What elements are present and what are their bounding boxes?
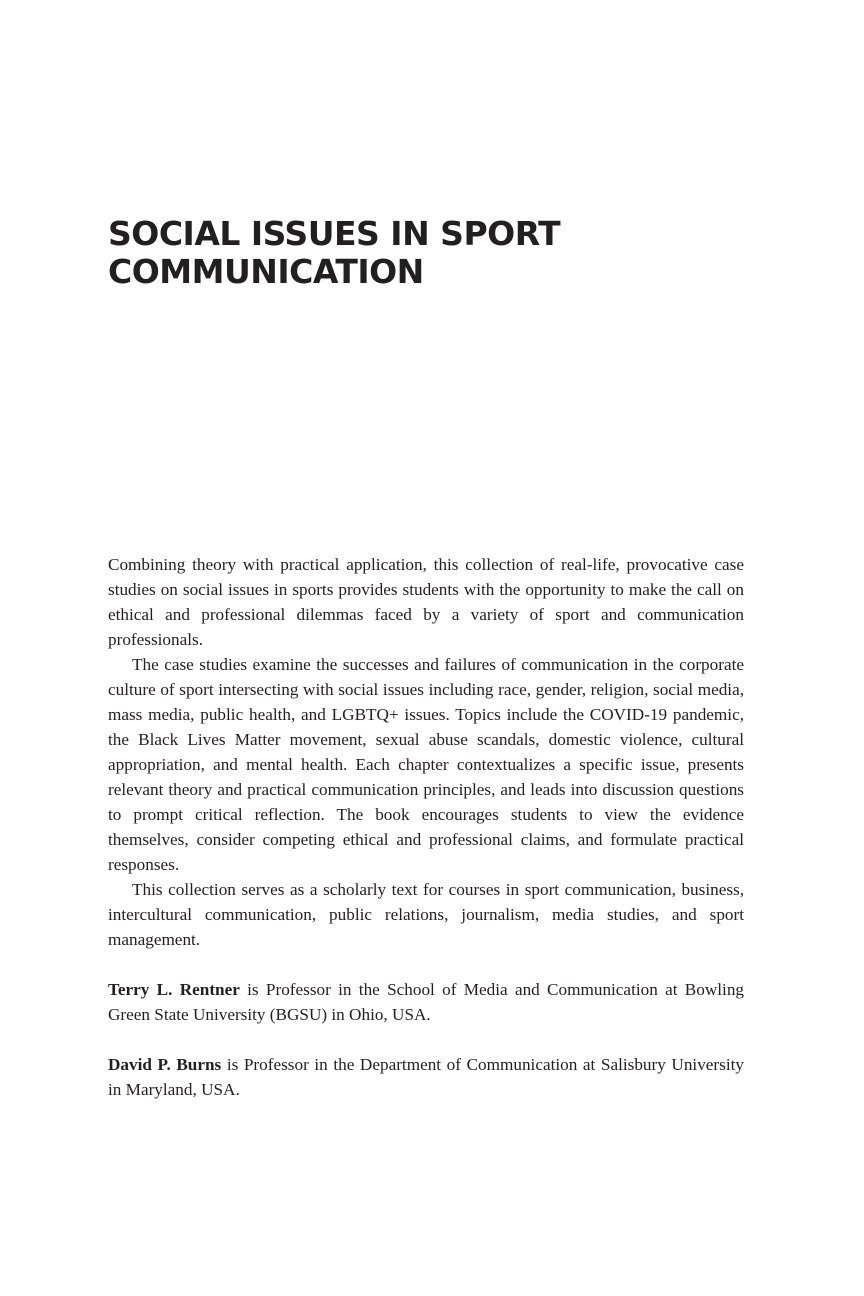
author-bio-1 [108,977,744,1027]
book-description [108,552,744,1102]
book-title-line-1: SOCIAL ISSUES IN SPORT [108,214,561,253]
description-paragraph-1: Combining theory with practical application, this collection of real-life, provocative case studies on social issues in sports provides students with the opportunity to make the call on ethical and professional dilemmas faced by a variety of sport and communication professionals. [108,555,744,649]
author-bio-2 [108,1052,744,1102]
author-bio-text-1: is Professor in the School of Media and Communication at Bowling Green State University (BGSU) in Ohio, USA. [108,980,745,1024]
author-bio-text-2: is Professor in the Department of Communication at Salisbury University in Maryland, USA. [108,1055,744,1099]
author-name-2: David P. Burns [108,1055,222,1074]
description-paragraph-3: This collection serves as a scholarly text for courses in sport communication, business, intercultural communication, public relations, journalism, media studies, and sport management. [108,880,744,949]
book-title-line-2: COMMUNICATION [108,252,424,291]
book-title [108,215,748,291]
description-paragraph-2: The case studies examine the successes and failures of communication in the corporate culture of sport intersecting with social issues including race, gender, religion, social media, mass media, public health, and LGBTQ+ issues. Topics include the COVID-19 pandemic, the Black Lives Matter movement, sexual abuse scandals, domestic violence, cultural appropriation, and mental health. Each chapter contextualizes a specific issue, presents relevant theory and practical communication principles, and leads into discussion questions to prompt critical reflection. The book encourages students to view the evidence themselves, consider competing ethical and professional claims, and formulate practical responses. [108,655,744,874]
author-name-1: Terry L. Rentner [108,980,240,999]
